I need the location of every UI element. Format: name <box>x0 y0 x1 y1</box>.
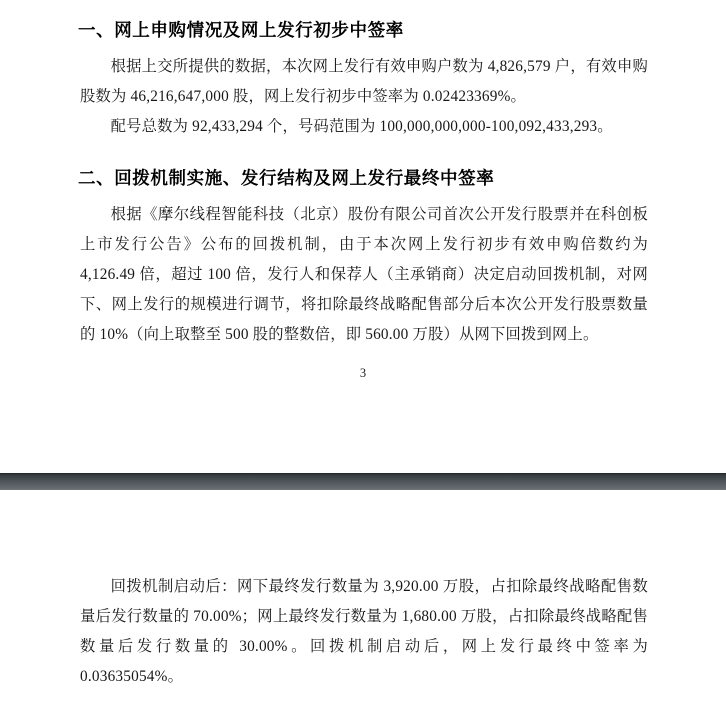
section-2-paragraph-1: 根据《摩尔线程智能科技（北京）股份有限公司首次公开发行股票并在科创板上市发行公告》公布的回拨机制，由于本次网上发行初步有效申购倍数约为 4,126.49 倍，超过 100 倍，发行人和保荐人（主承销商）决定启动回拨机制，对网下、网上发行的规模进行调节，将扣除最终战略配售部分后本次公开发行股票数量的 10%（向上取整至 500 股的整数倍，即 560.00 万股）从网下回拨到网上。 <box>80 206 648 343</box>
section-heading-2: 二、回拨机制实施、发行结构及网上发行最终中签率 <box>78 168 495 188</box>
section-3-paragraph-1: 回拨机制启动后：网下最终发行数量为 3,920.00 万股，占扣除最终战略配售数量后发行数量的 70.00%；网上最终发行数量为 1,680.00 万股，占扣除最终战略配售数量后发行数量的 30.00%。回拨机制启动后，网上发行最终中签率为 0.03635054%。 <box>80 578 648 685</box>
section-heading-1: 一、网上申购情况及网上发行初步中签率 <box>78 20 404 40</box>
page-number-footer: 3 <box>359 366 367 380</box>
page-separator <box>0 473 726 490</box>
document-page-4 <box>0 490 726 706</box>
page-top-margin <box>0 490 726 572</box>
section-1-paragraph-2: 配号总数为 92,433,294 个，号码范围为 100,000,000,000-100,092,433,293。 <box>110 118 613 135</box>
section-1-paragraph-1: 根据上交所提供的数据，本次网上发行有效申购户数为 4,826,579 户，有效申购股数为 46,216,647,000 股，网上发行初步中签率为 0.02423369%。 <box>80 58 648 105</box>
